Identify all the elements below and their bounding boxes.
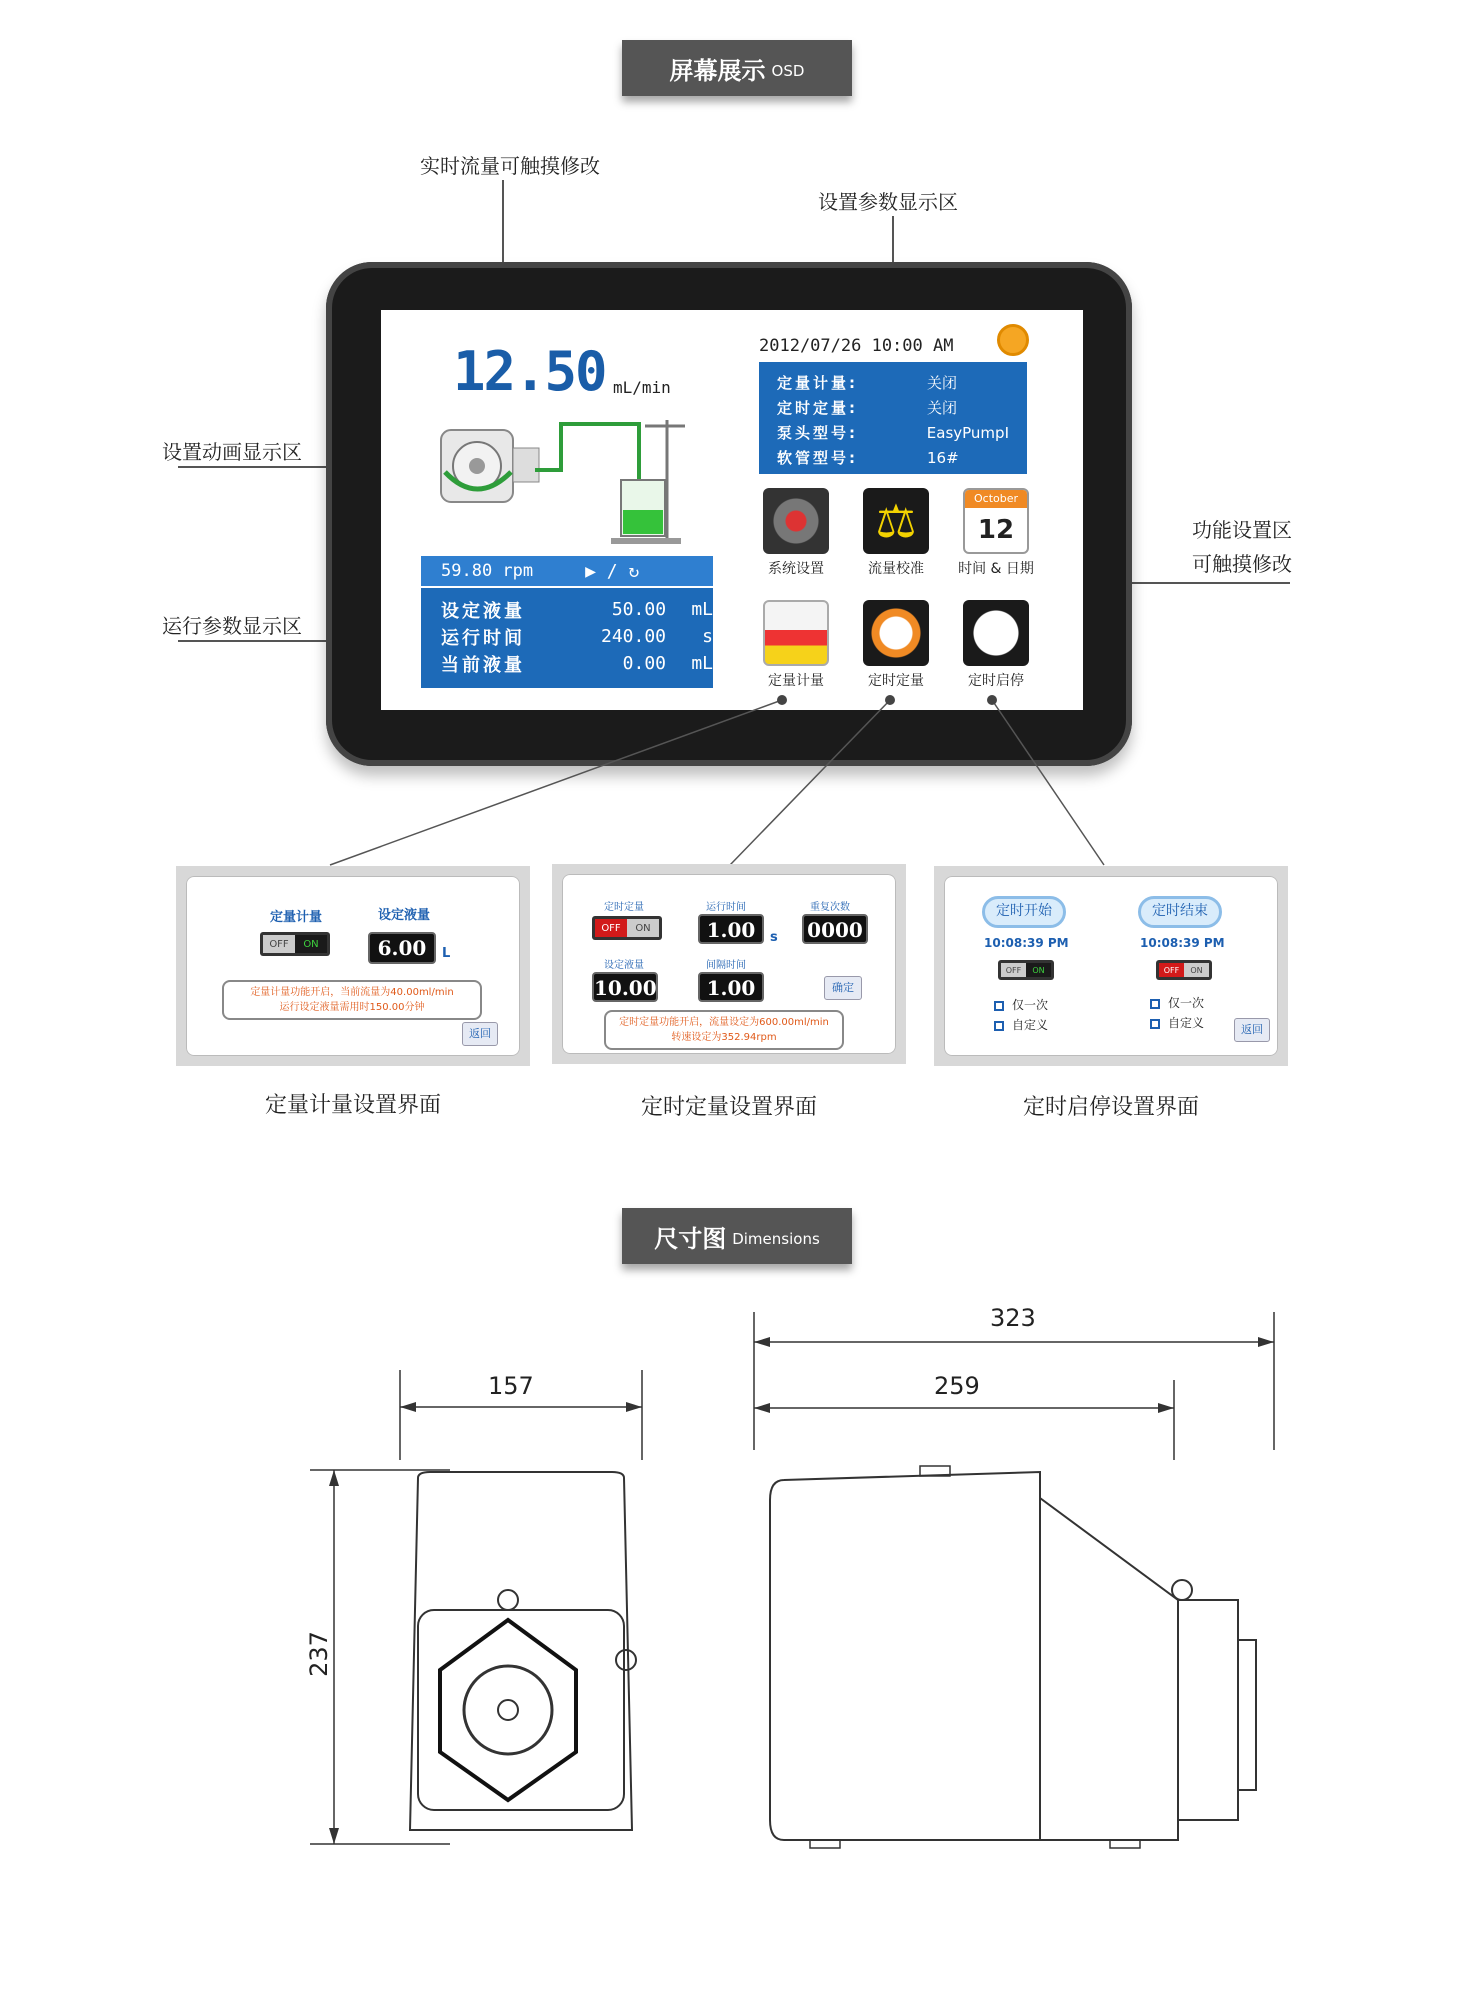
osd-subtitle: OSD xyxy=(771,62,805,80)
timed-dosing-toggle[interactable]: OFF ON xyxy=(592,916,662,940)
timed-startstop-settings-panel xyxy=(934,866,1288,1066)
front-view-drawing xyxy=(300,1360,660,1860)
dosing-volume-value[interactable]: 6.00 xyxy=(368,932,436,964)
dimensions-subtitle: Dimensions xyxy=(732,1230,820,1248)
end-once-checkbox[interactable]: 仅一次 xyxy=(1150,994,1204,1011)
callout-function-area-touch: 可触摸修改 xyxy=(1192,552,1292,576)
runtime-label: 运行时间 xyxy=(706,902,746,913)
runtime-value[interactable]: 1.00 xyxy=(698,914,764,944)
func-system-settings[interactable]: 系统设置 xyxy=(751,488,841,578)
run-row: 运行时间 240.00 s xyxy=(441,626,713,649)
timed-dosing-settings-panel xyxy=(552,864,906,1064)
dosing-panel-caption: 定量计量设置界面 xyxy=(264,1093,441,1118)
dimensions-title: 尺寸图 xyxy=(654,1224,727,1253)
back-button[interactable]: 返回 xyxy=(1234,1018,1270,1042)
repeat-value[interactable]: 0000 xyxy=(802,914,868,944)
runtime-unit: s xyxy=(770,930,778,945)
end-time[interactable]: 10:08:39 PM xyxy=(1140,936,1225,950)
start-once-checkbox[interactable]: 仅一次 xyxy=(994,996,1048,1013)
timer-end-button[interactable]: 定时结束 xyxy=(1138,896,1222,928)
direction-toggle[interactable]: ▶ / ↻ xyxy=(585,560,640,582)
balance-icon: ⚖ xyxy=(863,488,929,554)
param-row: 定量计量: 关闭 xyxy=(777,374,958,392)
side-view-drawing xyxy=(750,1300,1290,1860)
back-button[interactable]: 返回 xyxy=(462,1022,498,1046)
dosing-toggle[interactable]: OFF ON xyxy=(260,932,330,956)
timed-dosing-panel-caption: 定时定量设置界面 xyxy=(640,1095,817,1120)
run-row: 设定液量 50.00 mL xyxy=(441,599,713,622)
start-toggle[interactable]: OFF ON xyxy=(998,960,1054,980)
dosing-volume-label: 设定液量 xyxy=(377,908,430,923)
rpm-value[interactable]: 59.80 rpm xyxy=(441,561,534,581)
repeat-label: 重复次数 xyxy=(810,902,850,913)
param-row: 定时定量: 关闭 xyxy=(777,399,958,417)
interval-value[interactable]: 1.00 xyxy=(698,972,764,1002)
dosing-info-note: 定量计量功能开启，当前流量为40.00ml/min 运行设定液量需用时150.00分钟 xyxy=(222,980,482,1020)
end-custom-checkbox[interactable]: 自定义 xyxy=(1150,1014,1204,1031)
callout-realtime-flow: 实时流量可触摸修改 xyxy=(420,154,600,178)
dosing-mode-label: 定量计量 xyxy=(269,910,322,925)
timed-volume-value[interactable]: 10.00 xyxy=(592,972,658,1002)
total-depth-dimension: 323 xyxy=(990,1304,1036,1332)
interval-label: 间隔时间 xyxy=(706,960,746,971)
param-row: 软管型号: 16# xyxy=(777,448,959,467)
callout-param-display: 设置参数显示区 xyxy=(818,190,958,214)
callout-run-param-area: 运行参数显示区 xyxy=(162,614,302,638)
run-row: 当前液量 0.00 mL xyxy=(441,653,713,676)
osd-title: 屏幕展示 xyxy=(669,56,766,85)
calendar-icon: October 12 xyxy=(963,488,1029,554)
height-dimension: 237 xyxy=(304,1631,333,1677)
timed-startstop-panel-caption: 定时启停设置界面 xyxy=(1022,1095,1199,1120)
dosing-volume-unit: L xyxy=(442,946,451,961)
realtime-flow-value[interactable]: 12.50 xyxy=(453,340,606,403)
timed-dosing-mode-label: 定时定量 xyxy=(604,902,644,913)
end-toggle[interactable]: OFF ON xyxy=(1156,960,1212,980)
timed-dosing-info-note: 定时定量功能开启，流量设定为600.00ml/min 转速设定为352.94rpm xyxy=(604,1010,844,1050)
confirm-button[interactable]: 确定 xyxy=(824,976,862,1000)
datetime-display[interactable]: 2012/07/26 10:00 AM xyxy=(759,336,954,356)
timer-start-button[interactable]: 定时开始 xyxy=(982,896,1066,928)
dosing-settings-panel xyxy=(176,866,530,1066)
start-custom-checkbox[interactable]: 自定义 xyxy=(994,1016,1048,1033)
body-depth-dimension: 259 xyxy=(934,1372,980,1400)
start-time[interactable]: 10:08:39 PM xyxy=(984,936,1069,950)
func-timed-dosing[interactable]: 定时定量 xyxy=(851,600,941,690)
callout-function-area: 功能设置区 xyxy=(1192,518,1292,542)
func-dosing[interactable]: 定量计量 xyxy=(751,600,841,690)
func-timed-startstop[interactable]: 定时启停 xyxy=(951,600,1041,690)
front-width-dimension: 157 xyxy=(488,1372,534,1400)
panel-connectors xyxy=(0,0,1484,880)
timed-volume-label: 设定液量 xyxy=(604,960,644,971)
callout-animation-area: 设置动画显示区 xyxy=(162,440,302,464)
func-flow-calibration[interactable]: ⚖ 流量校准 xyxy=(851,488,941,578)
param-row: 泵头型号: EasyPumpⅠ xyxy=(777,423,1009,442)
dimensions-section-banner xyxy=(622,1208,852,1264)
flow-unit: mL/min xyxy=(613,378,671,397)
func-time-date[interactable]: October 12 时间 & 日期 xyxy=(951,488,1041,578)
